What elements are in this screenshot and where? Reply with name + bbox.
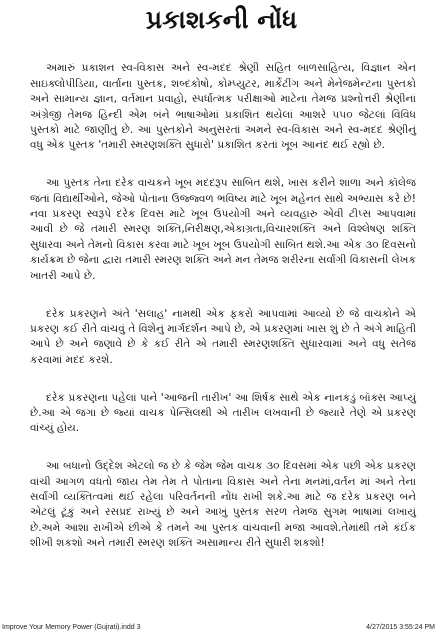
print-footer — [0, 624, 443, 636]
paragraph-2: આ પુસ્તક તેના દરેક વાચકને ખૂબ મદદરૂપ સાબિત થશે, ખાસ કરીને શાળા અને કૉલેજ જતાં વિદ્યાર્થીઓને, જેઓ પોતાના ઉજ્જ્વળ ભવિષ્ય માટે ખૂબ મહેનત સાથે અભ્યાસ કરે છે! નવા પ્રકરણ સ્વરૂપે દરેક દિવસ માટે ખૂબ ઉપયોગી અને વ્યવહારુ એવી ટીપ્સ આપવામાં આવી છે જે તમારી સ્મરણ શક્તિ,નિરીક્ષણ,એકાગ્રતા,વિચારશક્તિ અને વિશ્લેષણ શક્તિ સુધારવા અને તેમનો વિકાસ કરવા માટે ખૂબ ખૂબ ઉપયોગી સાબિત થશે.આ એક ૩૦ દિવસનો કાર્યક્રમ છે જેના દ્વારા તમારી સ્મરણ શક્તિ અને મન તેમજ શરીરના સર્વાંગી વિકાસની લેખક ખાતરી આપે છે. — [30, 177, 416, 282]
footer-filename: Improve Your Memory Power (Gujrati).indd 3 — [2, 624, 141, 631]
paragraph-4: દરેક પ્રકરણના પહેલાં પાને 'આજની તારીખ' આ શિર્ષક સાથે એક નાનકડું બૉક્સ આપ્યું છે.આ એ જગા છે જ્યાં વાચક પેન્સિલથી એ તારીખ લખવાની છે જ્યારે તેણે એ પ્રકરણ વાંચ્યું હોય. — [30, 391, 416, 435]
paragraph-1: અમારું પ્રકાશન સ્વ-વિકાસ અને સ્વ-મદદ શ્રેણી સહિત બાળસાહિત્ય, વિજ્ઞાન એન સાઇક્લોપીડિયા, વાર્તાના પુસ્તક, શબ્દકોષો, કોમ્પ્યુટર, માર્કેટીંગ અને મેનેજમેન્ટના પુસ્તકો અને સામાન્ય જ્ઞાન, વર્તમાન પ્રવાહો, સ્પર્ધાત્મક પરીક્ષાઓ માટેના તેમજ પ્રશ્નોત્તરી શ્રેણીનાં અંગ્રેજી તેમજ હિન્દી એમ બંને ભાષાઓમાં પ્રકાશિત થયેલાં આશરે ૫૫૦ જેટલાં વિવિધ પુસ્તકો માટે જાણીતું છે. આ પુસ્તકોને અનુસરતાં અમને સ્વ-વિકાસ અને સ્વ-મદદ શ્રેણીનું વધુ એક પુસ્તક 'તમારી સ્મરણશક્તિ સુધારો' પ્રકાશિત કરતાં ખૂબ આનંદ થઈ રહ્યો છે. — [30, 62, 416, 152]
paragraph-5: આ બધાનો ઉદ્દેશ એટલો જ છે કે જેમ જેમ વાચક ૩૦ દિવસમાં એક પછી એક પ્રકરણ વાંચી આગળ વધતો જાય તેમ તેમ તે પોતાના વિકાસ અને તેના મનમાં,વર્તન માં અને તેના સર્વાંગી વ્યક્તિત્વમાં થઈ રહેલા પરિવર્તનની નોંધ રાખી શકે.આ માટે જ દરેક પ્રકરણ બને એટલું ટૂંકું અને રસપ્રદ રાખ્યું છે અને આખું પુસ્તક સરળ તેમજ સુગમ ભાષામાં લખાયું છે.અમે આશા રાખીએ છીએ કે તમને આ પુસ્તક વાંચવાની મજા આવશે.તેમાંથી તમે કંઈક શીખી શકશો અને તમારી સ્મરણ શક્તિ અસામાન્ય રીતે સુધારી શકશો! — [30, 460, 416, 550]
paragraph-3: દરેક પ્રકરણને અંતે 'સલાહ' નામથી એક ફકરો આપવામાં આવ્યો છે જે વાચકોને એ પ્રકરણ કઈ રીતે વાંચવું તે વિશેનું માર્ગદર્શન આપે છે, એ પ્રકરણમાં ખાસ શું છે તે અંગે માહિતી આપે છે અને જણાવે છે કે કઈ રીતે એ તમારી સ્મરણશક્તિ સુધારવામાં અને વધુ સતેજ કરવામાં મદદ કરશે. — [30, 307, 416, 366]
footer-timestamp: 4/27/2015 3:55:24 PM — [366, 624, 435, 631]
body-text — [30, 46, 416, 574]
page-title: પ્રકાશકની નોંધ — [145, 5, 298, 34]
